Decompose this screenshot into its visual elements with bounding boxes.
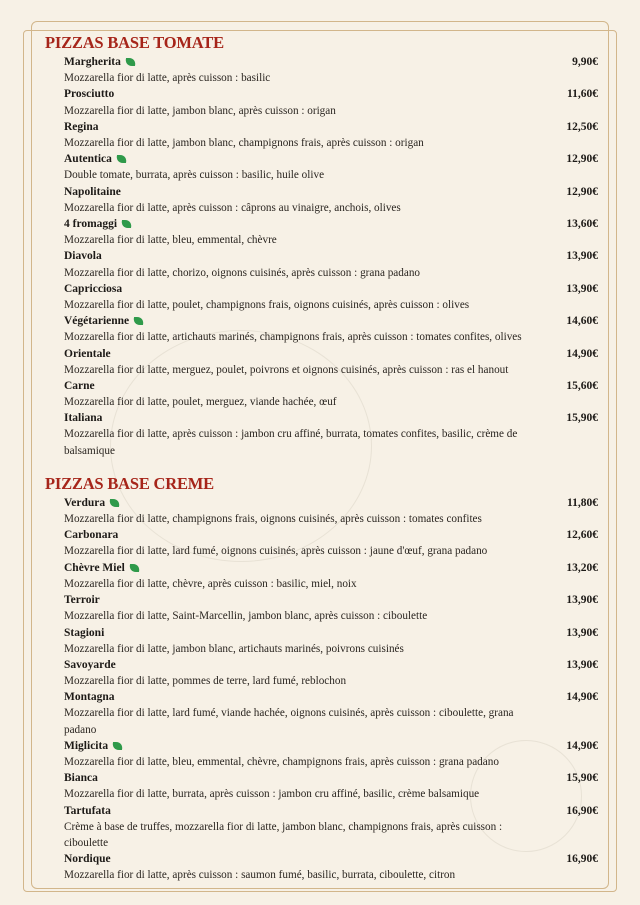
item-name: 4 fromaggi — [64, 218, 118, 231]
item-name: Nordique — [64, 853, 111, 866]
menu-section — [45, 32, 598, 459]
item-price: 13,90€ — [566, 250, 598, 263]
item-price: 13,90€ — [566, 594, 598, 607]
vegetarian-leaf-icon — [120, 220, 133, 228]
menu-content — [45, 32, 598, 898]
menu-item — [64, 624, 598, 656]
item-name-wrap — [64, 348, 111, 360]
item-price: 16,90€ — [566, 853, 598, 866]
menu-item — [64, 54, 598, 86]
item-price: 12,90€ — [566, 153, 598, 166]
item-name-wrap — [64, 805, 111, 817]
item-price: 13,90€ — [566, 626, 598, 639]
menu-item — [64, 770, 598, 802]
item-description: Mozzarella fior di latte, poulet, merguez, viande hachée, œuf — [64, 396, 337, 409]
menu-item — [64, 560, 598, 592]
item-name-wrap — [64, 88, 114, 100]
item-description: Mozzarella fior di latte, jambon blanc, champignons frais, après cuisson : origan — [64, 136, 424, 149]
item-description: Mozzarella fior di latte, champignons frais, oignons cuisinés, après cuisson : tomates confites — [64, 513, 482, 526]
item-name-wrap — [64, 772, 98, 784]
vegetarian-leaf-icon — [132, 317, 145, 325]
item-description: Mozzarella fior di latte, après cuisson : saumon fumé, basilic, burrata, ciboulette, citron — [64, 869, 456, 882]
item-price: 11,80€ — [567, 496, 598, 509]
section-title: PIZZAS BASE CREME — [45, 473, 214, 493]
menu-item — [64, 495, 598, 527]
menu-item — [64, 527, 598, 559]
item-name: Bianca — [64, 772, 98, 785]
menu-item — [64, 738, 598, 770]
item-name-wrap — [64, 218, 132, 230]
item-price: 16,90€ — [566, 804, 598, 817]
vegetarian-leaf-icon — [108, 499, 121, 507]
vegetarian-leaf-icon — [124, 58, 137, 66]
item-description: Mozzarella fior di latte, après cuisson : câprons au vinaigre, anchois, olives — [64, 201, 401, 214]
item-description: Mozzarella fior di latte, chorizo, oignons cuisinés, après cuisson : grana padano — [64, 266, 421, 279]
item-price: 15,60€ — [566, 380, 598, 392]
item-name-wrap — [64, 529, 118, 541]
item-description: Mozzarella fior di latte, artichauts marinés, champignons frais, après cuisson : tomates confites, olives — [64, 331, 522, 344]
item-description: Mozzarella fior di latte, bleu, emmental, chèvre, champignons frais, après cuisson : grana padano — [64, 756, 499, 769]
item-name: Végétarienne — [64, 315, 130, 328]
item-name-wrap — [64, 659, 116, 671]
item-name: Terroir — [64, 594, 100, 607]
item-name-wrap — [64, 740, 123, 752]
item-name-wrap — [64, 250, 102, 262]
menu-item — [64, 689, 598, 738]
menu-item — [64, 313, 598, 345]
menu-item — [64, 803, 598, 852]
vegetarian-leaf-icon — [115, 155, 128, 163]
item-name-wrap — [64, 380, 95, 392]
item-description: Mozzarella fior di latte, chèvre, après cuisson : basilic, miel, noix — [64, 577, 357, 590]
item-name: Regina — [64, 120, 99, 133]
item-name: Orientale — [64, 347, 111, 360]
item-name: Carne — [64, 380, 95, 392]
item-name: Montagna — [64, 691, 115, 704]
item-description: Mozzarella fior di latte, jambon blanc, artichauts marinés, poivrons cuisinés — [64, 642, 404, 655]
item-name: Autentica — [64, 153, 112, 166]
item-name-wrap — [64, 691, 114, 703]
item-price: 12,90€ — [566, 185, 598, 198]
item-name-wrap — [64, 627, 104, 639]
item-name: Prosciutto — [64, 88, 115, 101]
item-description: Mozzarella fior di latte, merguez, poulet, poivrons et oignons cuisinés, après cuisson : ras el hanout — [64, 363, 509, 376]
item-name-wrap — [64, 186, 121, 198]
menu-section — [45, 473, 598, 884]
item-price: 15,90€ — [566, 412, 598, 425]
item-price: 11,60€ — [567, 88, 598, 101]
item-description: Mozzarella fior di latte, bleu, emmental, chèvre — [64, 234, 277, 247]
item-name: Capricciosa — [64, 282, 123, 295]
item-description: Mozzarella fior di latte, après cuisson : jambon cru affiné, burrata, tomates confites, basilic, crème de balsamique — [64, 428, 518, 457]
item-name: Diavola — [64, 250, 102, 263]
item-description: Mozzarella fior di latte, burrata, après cuisson : jambon cru affiné, basilic, crème balsamique — [64, 788, 480, 801]
item-price: 13,90€ — [566, 282, 598, 295]
item-price: 9,90€ — [572, 56, 598, 69]
item-description: Mozzarella fior di latte, après cuisson : basilic — [64, 72, 271, 85]
menu-item — [64, 216, 598, 248]
item-description: Mozzarella fior di latte, lard fumé, viande hachée, oignons cuisinés, après cuisson : ciboulette, grana padano — [64, 707, 514, 736]
item-description: Double tomate, burrata, après cuisson : basilic, huile olive — [64, 169, 325, 182]
item-price: 13,60€ — [566, 218, 598, 231]
menu-item — [64, 151, 598, 183]
item-name: Margherita — [64, 56, 121, 69]
item-description: Mozzarella fior di latte, lard fumé, oignons cuisinés, après cuisson : jaune d'œuf, grana padano — [64, 545, 488, 558]
item-name: Miglicita — [64, 739, 109, 752]
menu-item — [64, 119, 598, 151]
item-price: 12,50€ — [566, 120, 598, 133]
item-name-wrap — [64, 412, 102, 424]
item-name-wrap — [64, 56, 136, 68]
menu-item — [64, 410, 598, 459]
item-name: Stagioni — [64, 626, 105, 639]
section-title: PIZZAS BASE TOMATE — [45, 33, 224, 52]
item-description: Mozzarella fior di latte, pommes de terre, lard fumé, reblochon — [64, 675, 347, 688]
item-name: Carbonara — [64, 529, 119, 542]
menu-item — [64, 184, 598, 216]
item-name-wrap — [64, 594, 100, 606]
vegetarian-leaf-icon — [128, 564, 141, 572]
item-name-wrap — [64, 562, 140, 574]
item-name: Verdura — [64, 496, 106, 509]
item-price: 15,90€ — [566, 772, 598, 785]
item-description: Mozzarella fior di latte, jambon blanc, après cuisson : origan — [64, 104, 336, 117]
menu-item — [64, 346, 598, 378]
item-name-wrap — [64, 315, 144, 327]
item-name-wrap — [64, 121, 99, 133]
item-price: 14,90€ — [566, 691, 598, 704]
item-price: 14,90€ — [566, 739, 598, 752]
menu-item — [64, 592, 598, 624]
menu-item — [64, 657, 598, 689]
menu-item — [64, 851, 598, 883]
item-name-wrap — [64, 153, 127, 165]
item-name-wrap — [64, 283, 122, 295]
vegetarian-leaf-icon — [111, 742, 124, 750]
menu-item — [64, 378, 598, 410]
item-name: Napolitaine — [64, 185, 121, 198]
item-description: Crème à base de truffes, mozzarella fior di latte, jambon blanc, champignons frais, après cuisson : ciboulette — [64, 820, 503, 849]
item-price: 12,60€ — [566, 529, 598, 542]
item-name: Chèvre Miel — [64, 561, 125, 574]
item-price: 13,20€ — [566, 561, 598, 574]
menu-item — [64, 248, 598, 280]
item-name: Savoyarde — [64, 658, 116, 671]
item-price: 14,60€ — [566, 315, 598, 328]
item-name-wrap — [64, 497, 120, 509]
item-name: Italiana — [64, 412, 103, 425]
item-name: Tartufata — [64, 804, 111, 817]
item-name-wrap — [64, 853, 111, 865]
item-description: Mozzarella fior di latte, Saint-Marcellin, jambon blanc, après cuisson : ciboulette — [64, 610, 428, 623]
menu-item — [64, 86, 598, 118]
item-price: 13,90€ — [566, 658, 598, 671]
menu-item — [64, 281, 598, 313]
item-description: Mozzarella fior di latte, poulet, champignons frais, oignons cuisinés, après cuisson : olives — [64, 298, 470, 311]
item-price: 14,90€ — [566, 347, 598, 360]
